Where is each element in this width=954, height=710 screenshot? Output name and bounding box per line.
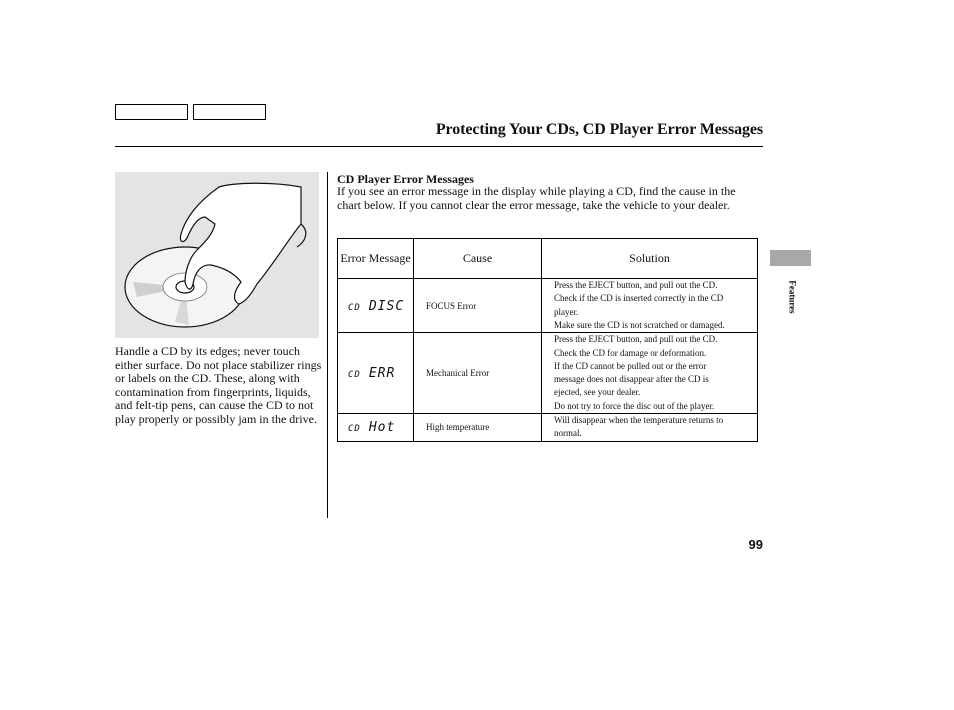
solution-cell [542, 279, 758, 333]
table-row [338, 414, 758, 442]
section-heading: CD Player Error Messages [337, 172, 474, 186]
page-number: 99 [748, 537, 763, 552]
solution-line: Do not try to force the disc out of the player. [554, 400, 715, 411]
error-code-cell [338, 333, 414, 414]
nav-tab-box-2 [193, 104, 266, 120]
section-side-label: Features [787, 280, 798, 314]
section-intro: If you see an error message in the display while playing a CD, find the cause in the chart below. If you cannot clear the error message, take the vehicle to your dealer. [337, 184, 736, 212]
solution-line: normal. [554, 428, 582, 439]
header-solution: Solution [542, 239, 758, 279]
solution-line: If the CD cannot be pulled out or the error [554, 360, 707, 371]
cd-handling-illustration [115, 172, 319, 338]
solution-line: Make sure the CD is not scratched or damaged. [554, 319, 725, 330]
cause-cell: FOCUS Error [414, 279, 542, 333]
solution-line: Check if the CD is inserted correctly in the CD [554, 293, 724, 304]
title-rule [115, 146, 763, 147]
section-side-tab [770, 250, 811, 266]
error-code: Hot [368, 420, 396, 436]
cd-display-prefix: CD [348, 302, 361, 313]
solution-cell [542, 414, 758, 442]
cd-display-prefix: CD [348, 424, 361, 435]
solution-line: Press the EJECT button, and pull out the CD. [554, 334, 718, 345]
error-code: ERR [368, 366, 396, 382]
table-header-row [338, 239, 758, 279]
column-divider [327, 172, 328, 518]
cd-handling-text: Handle a CD by its edges; never touch either surface. Do not place stabilizer rings or labels on the CD. These, along with contamination from fingerprints, liquids, and felt-tip pens, can cause the CD to not play properly or possibly jam in the drive. [115, 344, 322, 426]
cause-cell: Mechanical Error [414, 333, 542, 414]
solution-line: ejected, see your dealer. [554, 387, 641, 398]
solution-line: Will disappear when the temperature returns to [554, 415, 724, 426]
solution-cell [542, 333, 758, 414]
solution-line: player. [554, 306, 579, 317]
table-row [338, 279, 758, 333]
solution-line: Press the EJECT button, and pull out the CD. [554, 280, 718, 290]
header-error-message: Error Message [338, 239, 414, 279]
header-cause: Cause [414, 239, 542, 279]
cd-display-prefix: CD [348, 370, 361, 381]
solution-line: Check the CD for damage or deformation. [554, 347, 707, 358]
page-title: Protecting Your CDs, CD Player Error Messages [435, 121, 763, 138]
error-message-table [337, 238, 758, 442]
error-code-cell [338, 279, 414, 333]
hand-holding-cd-icon [115, 172, 319, 338]
error-code: DISC [368, 298, 405, 314]
table-row [338, 333, 758, 414]
error-code-cell [338, 414, 414, 442]
cause-cell: High temperature [414, 414, 542, 442]
nav-tab-box-1 [115, 104, 188, 120]
solution-line: message does not disappear after the CD is [554, 374, 709, 385]
